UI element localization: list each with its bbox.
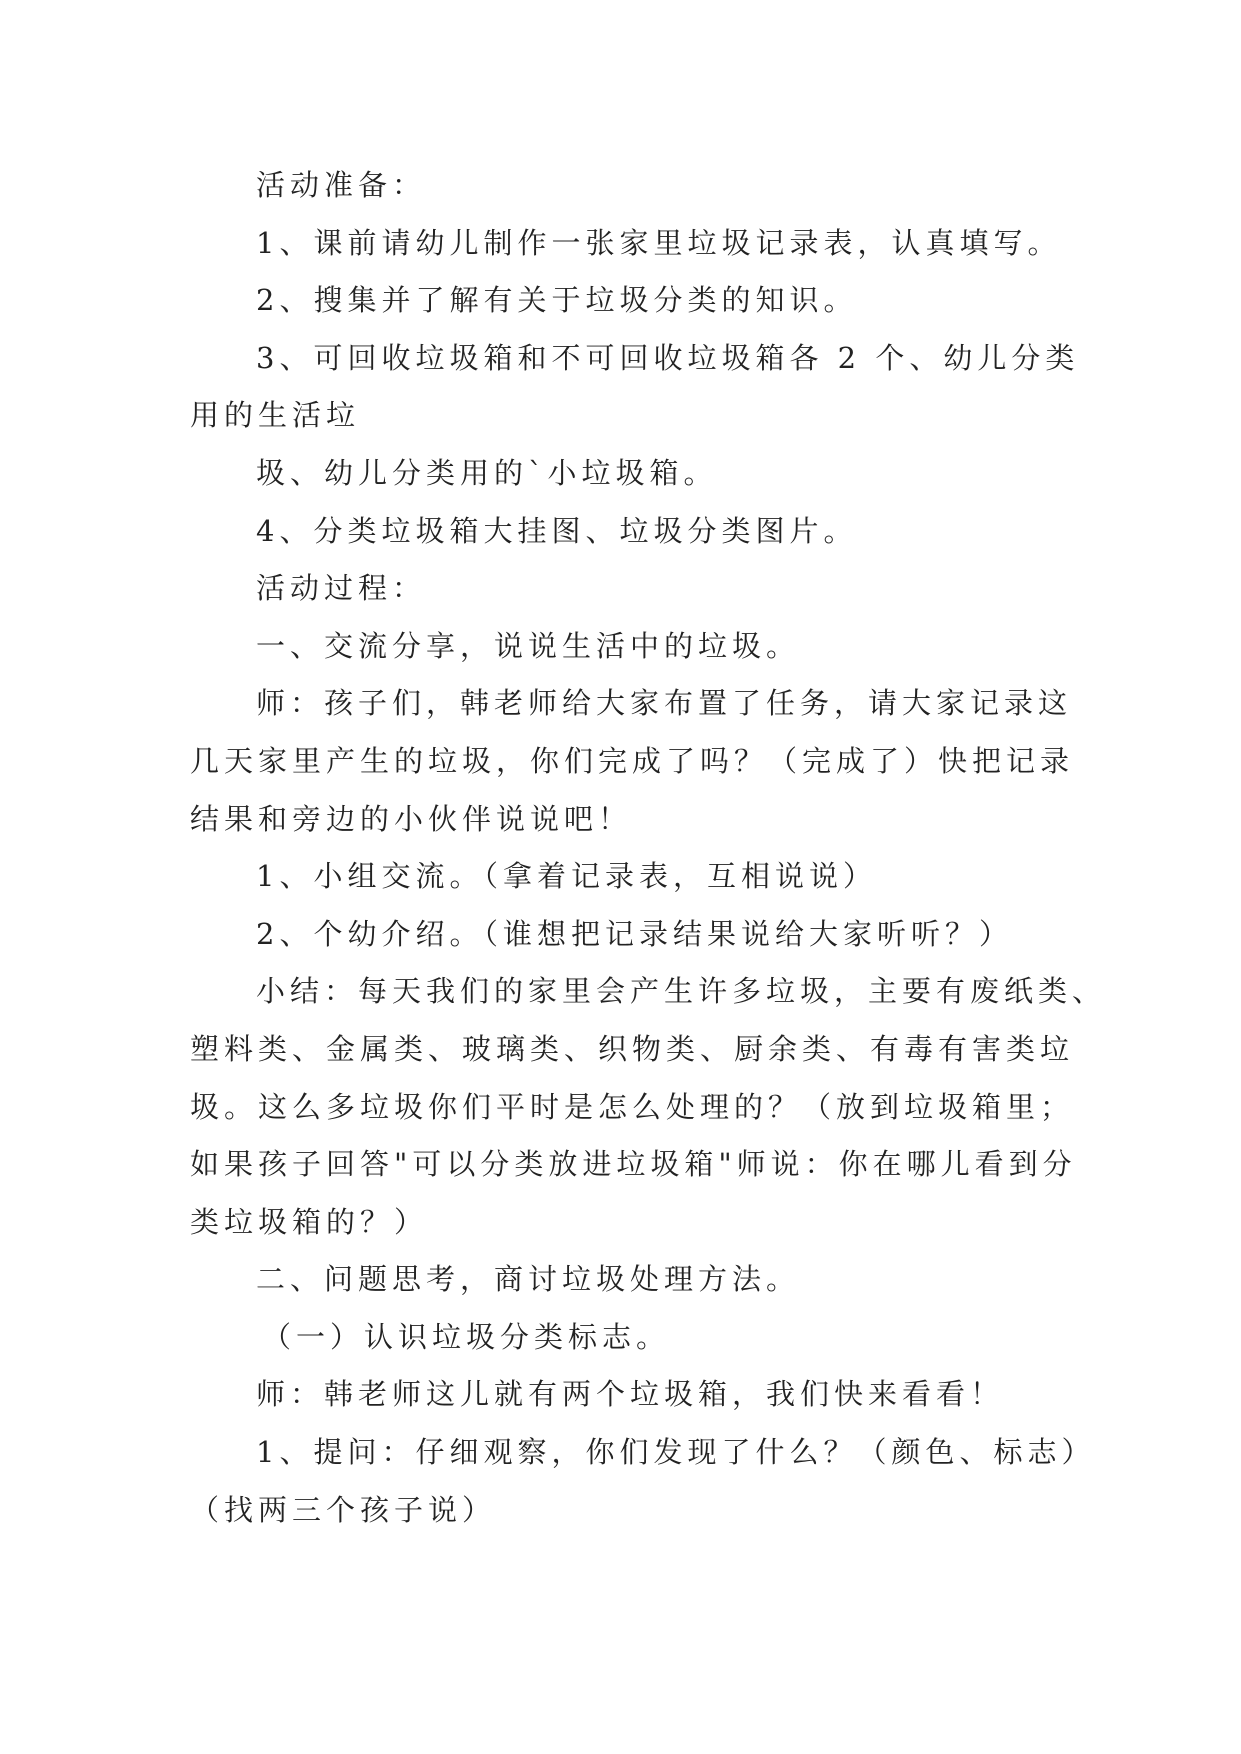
paragraph-line: 如果孩子回答"可以分类放进垃圾箱"师说：你在哪儿看到分 [190,1147,1077,1182]
paragraph-line: 几天家里产生的垃圾，你们完成了吗？（完成了）快把记录 [190,743,1075,778]
document-body [190,157,1107,1539]
paragraph-line: 类垃圾箱的？） [190,1204,429,1239]
paragraph-line: 小结：每天我们的家里会产生许多垃圾，主要有废纸类、 [256,974,1107,1009]
paragraph-line: 1、课前请幼儿制作一张家里垃圾记录表，认真填写。 [256,225,1062,260]
paragraph-line: 圾。这么多垃圾你们平时是怎么处理的？（放到垃圾箱里； [190,1089,1075,1124]
paragraph-line: 结果和旁边的小伙伴说说吧！ [190,801,633,836]
paragraph-line: 圾、幼儿分类用的`小垃圾箱。 [256,455,718,490]
paragraph-line: 1、提问：仔细观察，你们发现了什么？（颜色、标志） [256,1435,1096,1470]
section-heading: 一、交流分享，说说生活中的垃圾。 [256,628,801,663]
heading-activity-process: 活动过程： [256,571,427,606]
paragraph-line: （找两三个孩子说） [190,1492,497,1527]
paragraph-line: 4、分类垃圾箱大挂图、垃圾分类图片。 [256,513,858,548]
paragraph-line: 师：孩子们，韩老师给大家布置了任务，请大家记录这 [256,686,1073,721]
section-heading: 二、问题思考，商讨垃圾处理方法。 [256,1262,801,1297]
heading-activity-preparation: 活动准备： [256,168,427,202]
paragraph-line: 2、个幼介绍。（谁想把记录结果说给大家听听？） [256,916,1013,951]
paragraph-line: 3、可回收垃圾箱和不可回收垃圾箱各 2 个、幼儿分类 [256,340,1080,375]
paragraph-line: 塑料类、金属类、玻璃类、织物类、厨余类、有毒有害类垃 [190,1031,1075,1066]
subsection-heading: （一）认识垃圾分类标志。 [262,1319,671,1354]
paragraph-line: 2、搜集并了解有关于垃圾分类的知识。 [256,283,858,318]
paragraph-line: 师：韩老师这儿就有两个垃圾箱，我们快来看看！ [256,1377,1005,1412]
paragraph-line: 1、小组交流。（拿着记录表，互相说说） [256,859,877,894]
paragraph-line: 用的生活垃 [190,398,361,433]
